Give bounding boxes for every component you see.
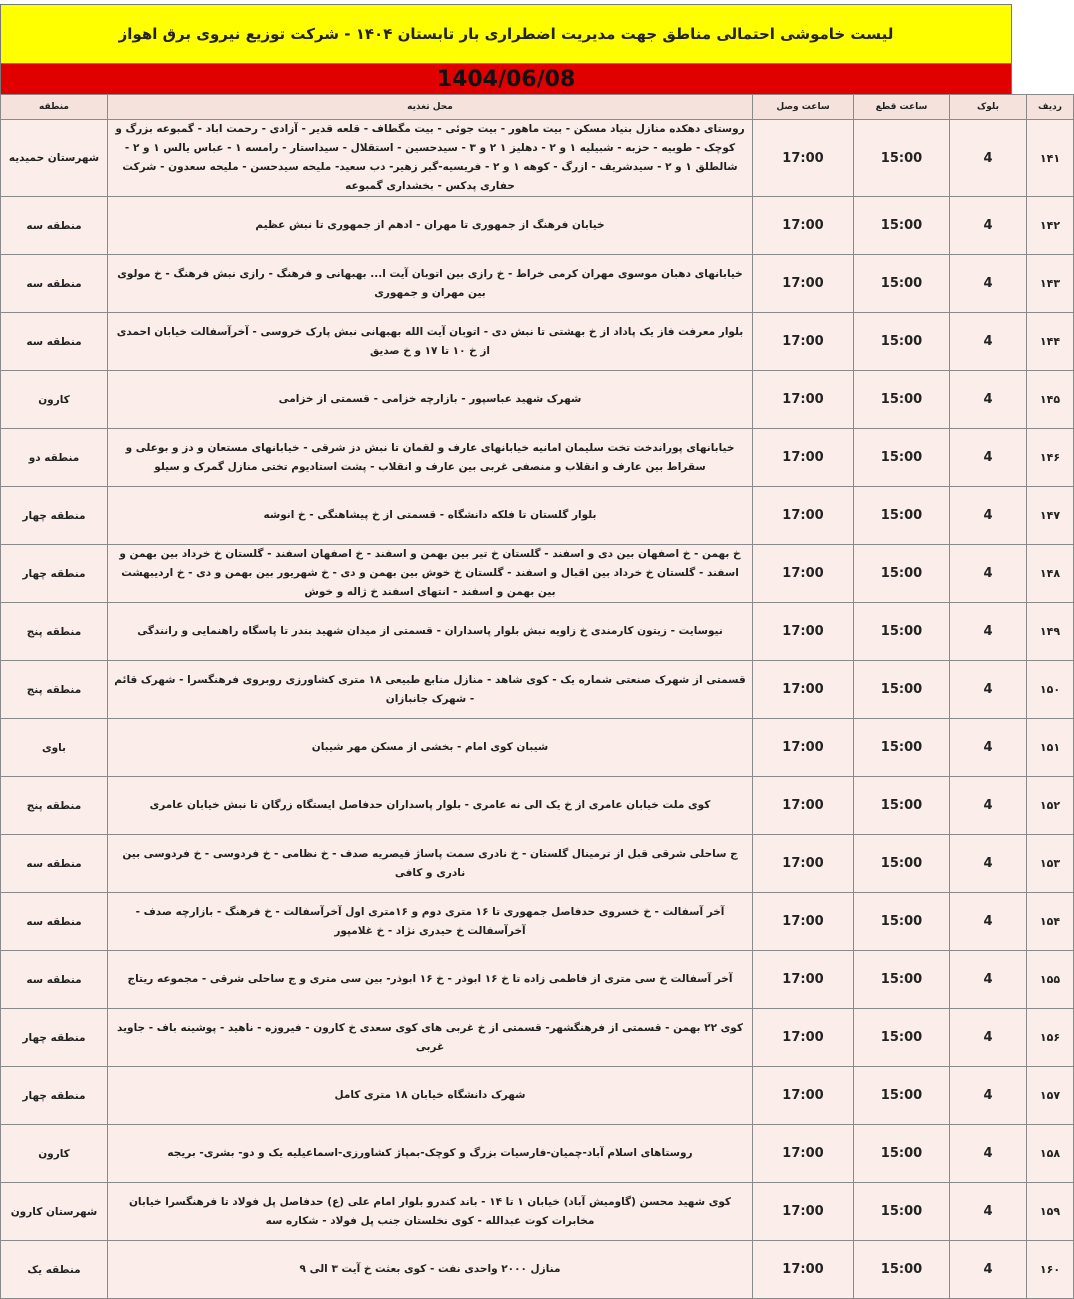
row-number-cell: ۱۵۳ xyxy=(1027,835,1074,893)
cut-time-cell: 15:00 xyxy=(854,1241,950,1299)
block-cell: 4 xyxy=(950,661,1027,719)
block-cell: 4 xyxy=(950,951,1027,1009)
table-row xyxy=(1,545,1074,603)
header-row-number: ردیف xyxy=(1027,95,1074,120)
table-row xyxy=(1,1125,1074,1183)
connect-time-cell: 17:00 xyxy=(753,1067,854,1125)
row-number-cell: ۱۵۵ xyxy=(1027,951,1074,1009)
row-number-cell: ۱۴۳ xyxy=(1027,255,1074,313)
region-cell: منطقه سه xyxy=(1,893,108,951)
cut-time-cell: 15:00 xyxy=(854,1183,950,1241)
cut-time-cell: 15:00 xyxy=(854,893,950,951)
connect-time-cell: 17:00 xyxy=(753,1241,854,1299)
cut-time-cell: 15:00 xyxy=(854,719,950,777)
cut-time-cell: 15:00 xyxy=(854,661,950,719)
block-cell: 4 xyxy=(950,197,1027,255)
table-row xyxy=(1,777,1074,835)
row-number-cell: ۱۵۶ xyxy=(1027,1009,1074,1067)
table-row xyxy=(1,255,1074,313)
block-cell: 4 xyxy=(950,1125,1027,1183)
cut-time-cell: 15:00 xyxy=(854,835,950,893)
header-cut-time: ساعت قطع xyxy=(854,95,950,120)
row-number-cell: ۱۴۱ xyxy=(1027,120,1074,197)
table-row xyxy=(1,487,1074,545)
feed-location-cell: شهرک دانشگاه خیابان ۱۸ متری کامل xyxy=(108,1067,753,1125)
block-cell: 4 xyxy=(950,777,1027,835)
row-number-cell: ۱۵۲ xyxy=(1027,777,1074,835)
feed-location-cell: خیابانهای پوراندخت تخت سلیمان امانیه خیابانهای عارف و لقمان تا نبش دز شرقی - خیابانهای مستعان و دز و بوعلی و سقراط بین عارف و انقلاب و منصفی غربی بین عارف و انقلاب - پشت استادیوم تختی منازل گمرک و سیلو xyxy=(108,429,753,487)
sheet-title: لیست خاموشی احتمالی مناطق جهت مدیریت اضطراری بار تابستان ۱۴۰۴ - شرکت توزیع نیروی برق اهواز xyxy=(0,4,1012,64)
region-cell: منطقه پنج xyxy=(1,603,108,661)
feed-location-cell: بلوار گلستان تا فلکه دانشگاه - قسمتی از خ پیشاهنگی - خ انوشه xyxy=(108,487,753,545)
block-cell: 4 xyxy=(950,313,1027,371)
block-cell: 4 xyxy=(950,893,1027,951)
feed-location-cell: قسمتی از شهرک صنعتی شماره یک - کوی شاهد - منازل منابع طبیعی ۱۸ متری کشاورزی روبروی فرهنگسرا - شهرک قائم - شهرک جانبازان xyxy=(108,661,753,719)
header-region: منطقه xyxy=(1,95,108,120)
row-number-cell: ۱۶۰ xyxy=(1027,1241,1074,1299)
connect-time-cell: 17:00 xyxy=(753,371,854,429)
row-number-cell: ۱۵۴ xyxy=(1027,893,1074,951)
table-row xyxy=(1,835,1074,893)
table-row xyxy=(1,1183,1074,1241)
connect-time-cell: 17:00 xyxy=(753,1125,854,1183)
header-block: بلوک xyxy=(950,95,1027,120)
cut-time-cell: 15:00 xyxy=(854,313,950,371)
table-row xyxy=(1,893,1074,951)
row-number-cell: ۱۵۱ xyxy=(1027,719,1074,777)
block-cell: 4 xyxy=(950,603,1027,661)
cut-time-cell: 15:00 xyxy=(854,487,950,545)
cut-time-cell: 15:00 xyxy=(854,1067,950,1125)
block-cell: 4 xyxy=(950,120,1027,197)
header-connect-time: ساعت وصل xyxy=(753,95,854,120)
connect-time-cell: 17:00 xyxy=(753,603,854,661)
feed-location-cell: ج ساحلی شرقی قبل از ترمینال گلستان - خ نادری سمت پاساژ قیصریه صدف - خ نظامی - خ فردوسی - خ فردوسی بین نادری و کافی xyxy=(108,835,753,893)
cut-time-cell: 15:00 xyxy=(854,1125,950,1183)
region-cell: منطقه سه xyxy=(1,313,108,371)
cut-time-cell: 15:00 xyxy=(854,429,950,487)
feed-location-cell: شیبان کوی امام - بخشی از مسکن مهر شیبان xyxy=(108,719,753,777)
block-cell: 4 xyxy=(950,429,1027,487)
region-cell: منطقه چهار xyxy=(1,1067,108,1125)
block-cell: 4 xyxy=(950,371,1027,429)
block-cell: 4 xyxy=(950,255,1027,313)
region-cell: منطقه سه xyxy=(1,951,108,1009)
connect-time-cell: 17:00 xyxy=(753,777,854,835)
table-row xyxy=(1,313,1074,371)
block-cell: 4 xyxy=(950,1009,1027,1067)
connect-time-cell: 17:00 xyxy=(753,835,854,893)
region-cell: منطقه چهار xyxy=(1,545,108,603)
block-cell: 4 xyxy=(950,835,1027,893)
block-cell: 4 xyxy=(950,545,1027,603)
row-number-cell: ۱۴۴ xyxy=(1027,313,1074,371)
table-row xyxy=(1,429,1074,487)
table-row xyxy=(1,951,1074,1009)
connect-time-cell: 17:00 xyxy=(753,429,854,487)
table-row xyxy=(1,661,1074,719)
table-row xyxy=(1,1241,1074,1299)
region-cell: کارون xyxy=(1,371,108,429)
cut-time-cell: 15:00 xyxy=(854,603,950,661)
region-cell: منطقه سه xyxy=(1,255,108,313)
row-number-cell: ۱۵۰ xyxy=(1027,661,1074,719)
cut-time-cell: 15:00 xyxy=(854,777,950,835)
region-cell: منطقه دو xyxy=(1,429,108,487)
region-cell: منطقه یک xyxy=(1,1241,108,1299)
feed-location-cell: خ بهمن - خ اصفهان بین دی و اسفند - گلستان خ تیر بین بهمن و اسفند - خ اصفهان اسفند - گلستان خ خرداد بین بهمن و اسفند - گلستان خ خرداد بین اقبال و اسفند - گلستان خ خوش بین بهمن و دی - خ شهریور بین بهمن و دی - خ اردیبهشت بین بهمن و اسفند - انتهای اسفند خ ژاله و خوش xyxy=(108,545,753,603)
table-row xyxy=(1,371,1074,429)
outage-table xyxy=(0,94,1074,1299)
connect-time-cell: 17:00 xyxy=(753,313,854,371)
table-row xyxy=(1,197,1074,255)
feed-location-cell: خیابان فرهنگ از جمهوری تا مهران - ادهم از جمهوری تا نبش عظیم xyxy=(108,197,753,255)
connect-time-cell: 17:00 xyxy=(753,893,854,951)
cut-time-cell: 15:00 xyxy=(854,197,950,255)
connect-time-cell: 17:00 xyxy=(753,120,854,197)
cut-time-cell: 15:00 xyxy=(854,371,950,429)
block-cell: 4 xyxy=(950,719,1027,777)
connect-time-cell: 17:00 xyxy=(753,1183,854,1241)
header-feed-location: محل تغذیه xyxy=(108,95,753,120)
feed-location-cell: خیابانهای دهبان موسوی مهران کرمی خراط - خ رازی بین اتوبان آیت ا... بهبهانی و فرهنگ - رازی نبش فرهنگ - خ مولوی بین مهران و جمهوری xyxy=(108,255,753,313)
row-number-cell: ۱۵۷ xyxy=(1027,1067,1074,1125)
row-number-cell: ۱۴۵ xyxy=(1027,371,1074,429)
feed-location-cell: کوی ملت خیابان عامری از خ یک الی نه عامری - بلوار پاسداران حدفاصل ایستگاه زرگان تا نبش خیابان عامری xyxy=(108,777,753,835)
region-cell: شهرستان حمیدیه xyxy=(1,120,108,197)
row-number-cell: ۱۴۸ xyxy=(1027,545,1074,603)
region-cell: شهرستان کارون xyxy=(1,1183,108,1241)
feed-location-cell: کوی ۲۲ بهمن - قسمتی از فرهنگشهر- قسمتی از خ غربی های کوی سعدی خ کارون - فیروزه - ناهید - پوشینه باف - جاوید غربی xyxy=(108,1009,753,1067)
row-number-cell: ۱۴۶ xyxy=(1027,429,1074,487)
row-number-cell: ۱۴۲ xyxy=(1027,197,1074,255)
row-number-cell: ۱۵۹ xyxy=(1027,1183,1074,1241)
cut-time-cell: 15:00 xyxy=(854,255,950,313)
connect-time-cell: 17:00 xyxy=(753,197,854,255)
block-cell: 4 xyxy=(950,1183,1027,1241)
cut-time-cell: 15:00 xyxy=(854,120,950,197)
region-cell: منطقه پنج xyxy=(1,661,108,719)
feed-location-cell: روستاهای اسلام آباد-چمیان-فارسیات بزرگ و کوچک-بمپاژ کشاورزی-اسماعیلیه یک و دو- بشری- بریجه xyxy=(108,1125,753,1183)
table-header-row xyxy=(1,95,1074,120)
connect-time-cell: 17:00 xyxy=(753,719,854,777)
connect-time-cell: 17:00 xyxy=(753,545,854,603)
table-row xyxy=(1,603,1074,661)
table-row xyxy=(1,1067,1074,1125)
region-cell: منطقه چهار xyxy=(1,1009,108,1067)
connect-time-cell: 17:00 xyxy=(753,487,854,545)
cut-time-cell: 15:00 xyxy=(854,951,950,1009)
feed-location-cell: آخر آسفالت خ سی متری از فاطمی زاده تا خ ۱۶ ابوذر - خ ۱۶ ابوذر- بین سی متری و ج ساحلی شرقی - مجموعه ریتاج xyxy=(108,951,753,1009)
feed-location-cell: بلوار معرفت فاز یک پاداد از خ بهشتی تا نبش دی - اتوبان آیت الله بهبهانی نبش پارک خروسی - آخرآسفالت خیابان احمدی از خ ۱۰ تا ۱۷ و خ صدیق xyxy=(108,313,753,371)
connect-time-cell: 17:00 xyxy=(753,951,854,1009)
region-cell: منطقه سه xyxy=(1,835,108,893)
region-cell: کارون xyxy=(1,1125,108,1183)
block-cell: 4 xyxy=(950,1067,1027,1125)
table-row xyxy=(1,719,1074,777)
feed-location-cell: منازل ۲۰۰۰ واحدی نفت - کوی بعثت خ آیت ۳ الی ۹ xyxy=(108,1241,753,1299)
row-number-cell: ۱۵۸ xyxy=(1027,1125,1074,1183)
table-body xyxy=(1,120,1074,1299)
cut-time-cell: 15:00 xyxy=(854,545,950,603)
block-cell: 4 xyxy=(950,1241,1027,1299)
row-number-cell: ۱۴۹ xyxy=(1027,603,1074,661)
sheet-date: 1404/06/08 xyxy=(0,63,1012,96)
cut-time-cell: 15:00 xyxy=(854,1009,950,1067)
region-cell: منطقه چهار xyxy=(1,487,108,545)
block-cell: 4 xyxy=(950,487,1027,545)
table-row xyxy=(1,120,1074,197)
feed-location-cell: نیوسایت - زیتون کارمندی خ زاویه نبش بلوار پاسداران - قسمتی از میدان شهید بندر تا پاسگاه راهنمایی و رانندگی xyxy=(108,603,753,661)
region-cell: منطقه پنج xyxy=(1,777,108,835)
connect-time-cell: 17:00 xyxy=(753,255,854,313)
feed-location-cell: روستای دهکده منازل بنیاد مسکن - بیت ماهور - بیت جوئی - بیت مگطاف - قلعه قدیر - آزادی - رحمت اباد - گمبوعه بزرگ و کوچک - طوبیه - حزبه - شبیلیه ۱ و ۲ - دهلیز ۱ ۲ و ۳ - سیدحسین - استقلال - سیداستار - رامسه ۱ - عباس یالس ۱ و ۲ - شالطلق ۱ و ۲ - سیدشریف - ازرگ - کوهه ۱ و ۲ - فریسیه-گبر زهیر- دب سعید- ملیحه سیدحسن - ملیحه سعدون - شرکت حفاری پدکس - بخشداری گمبوعه xyxy=(108,120,753,197)
connect-time-cell: 17:00 xyxy=(753,1009,854,1067)
feed-location-cell: آخر آسفالت - خ خسروی حدفاصل جمهوری تا ۱۶ متری دوم و ۱۶متری اول آخرآسفالت - خ فرهنگ - بازارچه صدف - آخرآسفالت خ حیدری نژاد - خ غلامپور xyxy=(108,893,753,951)
region-cell: باوی xyxy=(1,719,108,777)
region-cell: منطقه سه xyxy=(1,197,108,255)
connect-time-cell: 17:00 xyxy=(753,661,854,719)
feed-location-cell: شهرک شهید عباسپور - بازارچه خزامی - قسمتی از خزامی xyxy=(108,371,753,429)
row-number-cell: ۱۴۷ xyxy=(1027,487,1074,545)
feed-location-cell: کوی شهید محسن (گاومیش آباد) خیابان ۱ تا ۱۴ - باند کندرو بلوار امام علی (ع) حدفاصل پل فولاد تا فرهنگسرا خیابان مخابرات کوت عبدالله - کوی نخلستان جنب پل فولاد - شکاره سه xyxy=(108,1183,753,1241)
table-row xyxy=(1,1009,1074,1067)
